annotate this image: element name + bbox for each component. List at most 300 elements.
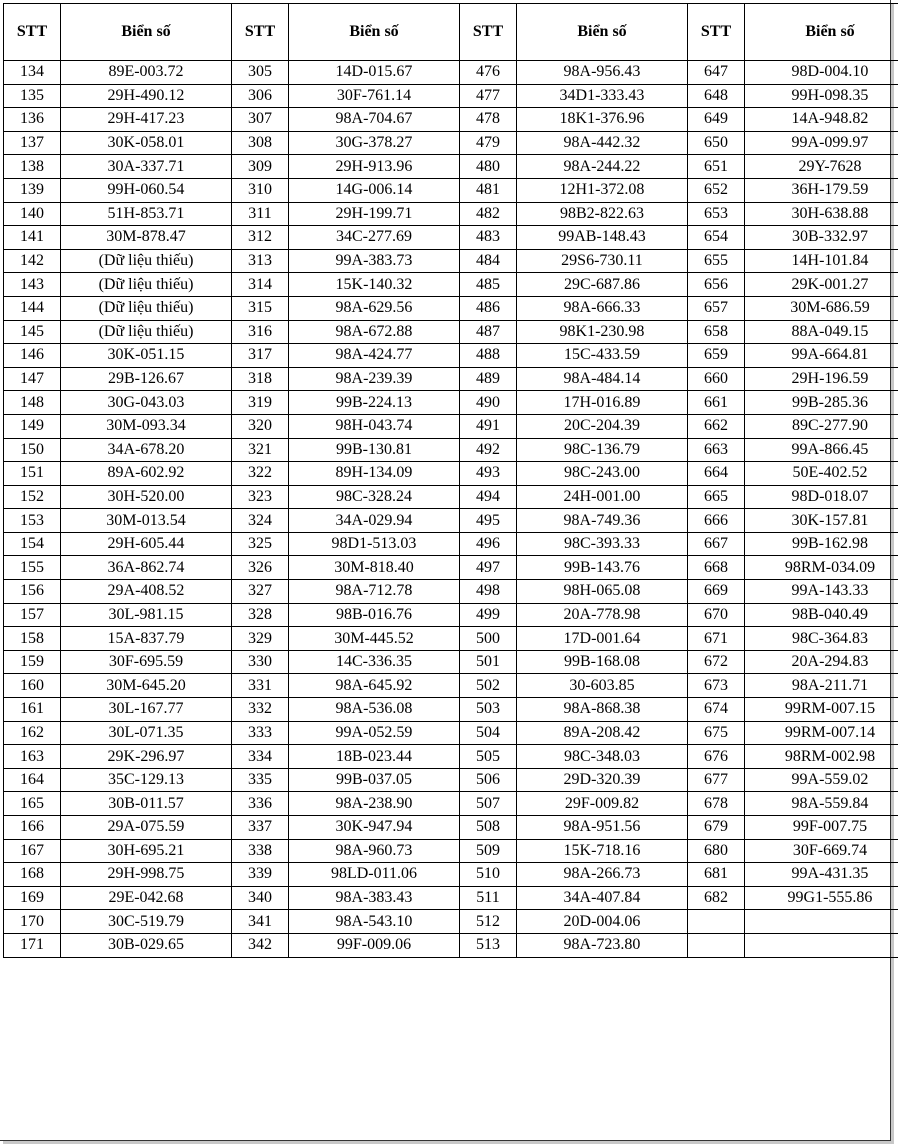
cell-stt: 667 <box>688 532 745 556</box>
cell-bien-so: 14H-101.84 <box>745 249 898 273</box>
table-row <box>4 674 898 698</box>
cell-bien-so: 99A-664.81 <box>745 344 898 368</box>
cell-stt: 662 <box>688 414 745 438</box>
cell-bien-so: 98A-749.36 <box>517 509 688 533</box>
cell-stt: 487 <box>460 320 517 344</box>
cell-bien-so: 36H-179.59 <box>745 178 898 202</box>
cell-bien-so: 20C-204.39 <box>517 414 688 438</box>
cell-bien-so: 99A-052.59 <box>289 721 460 745</box>
cell-bien-so: 20A-294.83 <box>745 650 898 674</box>
cell-stt: 164 <box>4 768 61 792</box>
cell-bien-so: 98D1-513.03 <box>289 532 460 556</box>
cell-stt: 169 <box>4 886 61 910</box>
cell-stt: 142 <box>4 249 61 273</box>
cell-stt: 321 <box>232 438 289 462</box>
header-bien-so: Biển số <box>289 4 460 61</box>
cell-bien-so: 98A-484.14 <box>517 367 688 391</box>
header-stt: STT <box>688 4 745 61</box>
cell-stt: 675 <box>688 721 745 745</box>
cell-stt: 654 <box>688 226 745 250</box>
cell-stt: 327 <box>232 580 289 604</box>
cell-stt: 313 <box>232 249 289 273</box>
cell-stt: 493 <box>460 462 517 486</box>
cell-bien-so: 20D-004.06 <box>517 910 688 934</box>
cell-bien-so: 99F-009.06 <box>289 933 460 957</box>
cell-stt: 168 <box>4 863 61 887</box>
cell-bien-so: 99B-224.13 <box>289 391 460 415</box>
cell-bien-so: 98D-018.07 <box>745 485 898 509</box>
cell-stt: 160 <box>4 674 61 698</box>
cell-bien-so: 99B-143.76 <box>517 556 688 580</box>
cell-bien-so: (Dữ liệu thiếu) <box>61 320 232 344</box>
table-row <box>4 296 898 320</box>
cell-stt: 136 <box>4 108 61 132</box>
cell-bien-so: 34A-678.20 <box>61 438 232 462</box>
cell-bien-so: 89C-277.90 <box>745 414 898 438</box>
cell-stt: 307 <box>232 108 289 132</box>
cell-stt: 138 <box>4 155 61 179</box>
cell-stt: 666 <box>688 509 745 533</box>
cell-bien-so: 98A-536.08 <box>289 698 460 722</box>
cell-bien-so: 98A-704.67 <box>289 108 460 132</box>
cell-bien-so: 98C-136.79 <box>517 438 688 462</box>
cell-stt: 308 <box>232 131 289 155</box>
cell-bien-so: 99F-007.75 <box>745 816 898 840</box>
cell-bien-so: 30L-167.77 <box>61 698 232 722</box>
table-row <box>4 580 898 604</box>
cell-bien-so: 12H1-372.08 <box>517 178 688 202</box>
cell-bien-so: 18B-023.44 <box>289 745 460 769</box>
cell-stt: 320 <box>232 414 289 438</box>
cell-bien-so: 88A-049.15 <box>745 320 898 344</box>
cell-stt: 135 <box>4 84 61 108</box>
table-row <box>4 131 898 155</box>
cell-stt: 486 <box>460 296 517 320</box>
cell-stt: 140 <box>4 202 61 226</box>
cell-bien-so: 30K-058.01 <box>61 131 232 155</box>
cell-stt: 647 <box>688 61 745 85</box>
cell-stt: 664 <box>688 462 745 486</box>
table-row <box>4 84 898 108</box>
cell-bien-so: 98B-040.49 <box>745 603 898 627</box>
cell-bien-so: 98K1-230.98 <box>517 320 688 344</box>
cell-bien-so: 51H-853.71 <box>61 202 232 226</box>
cell-bien-so: 98B-016.76 <box>289 603 460 627</box>
cell-bien-so: 99B-168.08 <box>517 650 688 674</box>
cell-bien-so: 29A-408.52 <box>61 580 232 604</box>
cell-bien-so: 99B-037.05 <box>289 768 460 792</box>
table-row <box>4 839 898 863</box>
cell-bien-so: 30M-013.54 <box>61 509 232 533</box>
cell-stt: 336 <box>232 792 289 816</box>
cell-stt: 508 <box>460 816 517 840</box>
cell-bien-so: 99A-866.45 <box>745 438 898 462</box>
cell-stt: 668 <box>688 556 745 580</box>
cell-bien-so: 30B-011.57 <box>61 792 232 816</box>
cell-bien-so: 15A-837.79 <box>61 627 232 651</box>
cell-bien-so: 29K-001.27 <box>745 273 898 297</box>
cell-stt: 650 <box>688 131 745 155</box>
cell-stt: 512 <box>460 910 517 934</box>
cell-stt: 159 <box>4 650 61 674</box>
cell-stt: 476 <box>460 61 517 85</box>
cell-bien-so: 98A-383.43 <box>289 886 460 910</box>
cell-stt: 315 <box>232 296 289 320</box>
cell-stt: 339 <box>232 863 289 887</box>
cell-bien-so <box>745 933 898 957</box>
cell-bien-so: 30L-981.15 <box>61 603 232 627</box>
cell-stt: 511 <box>460 886 517 910</box>
cell-bien-so: 30L-071.35 <box>61 721 232 745</box>
cell-bien-so: 14A-948.82 <box>745 108 898 132</box>
cell-bien-so: 29H-913.96 <box>289 155 460 179</box>
cell-bien-so: (Dữ liệu thiếu) <box>61 249 232 273</box>
cell-stt: 150 <box>4 438 61 462</box>
table-row <box>4 438 898 462</box>
cell-stt: 335 <box>232 768 289 792</box>
cell-bien-so: 30F-669.74 <box>745 839 898 863</box>
cell-stt: 334 <box>232 745 289 769</box>
cell-bien-so: 98A-629.56 <box>289 296 460 320</box>
cell-stt: 679 <box>688 816 745 840</box>
cell-bien-so: 30M-818.40 <box>289 556 460 580</box>
cell-stt: 494 <box>460 485 517 509</box>
table-row <box>4 863 898 887</box>
cell-stt: 162 <box>4 721 61 745</box>
cell-bien-so: 30H-520.00 <box>61 485 232 509</box>
cell-stt: 329 <box>232 627 289 651</box>
cell-bien-so: 29H-998.75 <box>61 863 232 887</box>
cell-stt: 318 <box>232 367 289 391</box>
cell-stt: 306 <box>232 84 289 108</box>
cell-stt: 496 <box>460 532 517 556</box>
cell-bien-so: 98A-244.22 <box>517 155 688 179</box>
cell-stt: 659 <box>688 344 745 368</box>
cell-bien-so: 99A-559.02 <box>745 768 898 792</box>
table-row <box>4 816 898 840</box>
cell-stt: 506 <box>460 768 517 792</box>
table-row <box>4 627 898 651</box>
table-row <box>4 721 898 745</box>
cell-bien-so: 99B-162.98 <box>745 532 898 556</box>
cell-stt: 325 <box>232 532 289 556</box>
table-row <box>4 886 898 910</box>
cell-stt: 479 <box>460 131 517 155</box>
cell-bien-so: 30K-157.81 <box>745 509 898 533</box>
cell-stt: 305 <box>232 61 289 85</box>
cell-bien-so: 98A-672.88 <box>289 320 460 344</box>
cell-bien-so: 98RM-002.98 <box>745 745 898 769</box>
table-row <box>4 650 898 674</box>
cell-bien-so: 17H-016.89 <box>517 391 688 415</box>
cell-bien-so: 98A-239.39 <box>289 367 460 391</box>
cell-bien-so: 99H-060.54 <box>61 178 232 202</box>
cell-bien-so: 89A-602.92 <box>61 462 232 486</box>
cell-bien-so: 99RM-007.14 <box>745 721 898 745</box>
cell-stt: 682 <box>688 886 745 910</box>
cell-stt: 488 <box>460 344 517 368</box>
cell-bien-so: 29H-605.44 <box>61 532 232 556</box>
cell-stt: 669 <box>688 580 745 604</box>
cell-stt: 483 <box>460 226 517 250</box>
cell-stt: 323 <box>232 485 289 509</box>
cell-bien-so: 30F-695.59 <box>61 650 232 674</box>
cell-stt: 155 <box>4 556 61 580</box>
cell-bien-so: 29Y-7628 <box>745 155 898 179</box>
cell-bien-so: 98C-393.33 <box>517 532 688 556</box>
cell-bien-so: 98A-559.84 <box>745 792 898 816</box>
cell-bien-so <box>745 910 898 934</box>
cell-bien-so: 30H-638.88 <box>745 202 898 226</box>
cell-stt: 498 <box>460 580 517 604</box>
cell-bien-so: 30C-519.79 <box>61 910 232 934</box>
table-row <box>4 320 898 344</box>
table-row <box>4 367 898 391</box>
cell-bien-so: 30M-686.59 <box>745 296 898 320</box>
table-row <box>4 155 898 179</box>
cell-stt: 509 <box>460 839 517 863</box>
table-row <box>4 226 898 250</box>
cell-stt: 163 <box>4 745 61 769</box>
cell-stt: 482 <box>460 202 517 226</box>
cell-stt: 324 <box>232 509 289 533</box>
cell-stt: 145 <box>4 320 61 344</box>
cell-bien-so: 30G-378.27 <box>289 131 460 155</box>
cell-bien-so: 98RM-034.09 <box>745 556 898 580</box>
cell-bien-so: 30M-645.20 <box>61 674 232 698</box>
cell-bien-so: 14D-015.67 <box>289 61 460 85</box>
cell-stt: 671 <box>688 627 745 651</box>
cell-bien-so: 98A-211.71 <box>745 674 898 698</box>
cell-stt: 319 <box>232 391 289 415</box>
cell-stt: 309 <box>232 155 289 179</box>
cell-stt: 143 <box>4 273 61 297</box>
cell-bien-so: 30M-093.34 <box>61 414 232 438</box>
cell-bien-so: (Dữ liệu thiếu) <box>61 296 232 320</box>
cell-bien-so: 98A-960.73 <box>289 839 460 863</box>
cell-stt: 660 <box>688 367 745 391</box>
cell-stt: 670 <box>688 603 745 627</box>
cell-stt: 149 <box>4 414 61 438</box>
cell-stt: 330 <box>232 650 289 674</box>
cell-stt: 333 <box>232 721 289 745</box>
cell-stt: 505 <box>460 745 517 769</box>
table-row <box>4 698 898 722</box>
cell-bien-so: 99A-383.73 <box>289 249 460 273</box>
table-row <box>4 61 898 85</box>
cell-stt: 503 <box>460 698 517 722</box>
cell-bien-so: 29S6-730.11 <box>517 249 688 273</box>
cell-bien-so: 98A-723.80 <box>517 933 688 957</box>
cell-bien-so: 15C-433.59 <box>517 344 688 368</box>
cell-stt: 156 <box>4 580 61 604</box>
cell-stt: 144 <box>4 296 61 320</box>
cell-bien-so: 30-603.85 <box>517 674 688 698</box>
header-row <box>4 4 898 61</box>
cell-bien-so: 99A-431.35 <box>745 863 898 887</box>
header-bien-so: Biển số <box>61 4 232 61</box>
table-row <box>4 391 898 415</box>
cell-bien-so: 30K-051.15 <box>61 344 232 368</box>
cell-bien-so: 30B-332.97 <box>745 226 898 250</box>
cell-bien-so: 34A-407.84 <box>517 886 688 910</box>
cell-stt: 311 <box>232 202 289 226</box>
cell-stt: 500 <box>460 627 517 651</box>
cell-bien-so: 98H-065.08 <box>517 580 688 604</box>
cell-bien-so: 30G-043.03 <box>61 391 232 415</box>
cell-bien-so: 98A-666.33 <box>517 296 688 320</box>
cell-bien-so: 35C-129.13 <box>61 768 232 792</box>
table-row <box>4 344 898 368</box>
cell-stt: 170 <box>4 910 61 934</box>
cell-stt: 477 <box>460 84 517 108</box>
cell-bien-so: 89E-003.72 <box>61 61 232 85</box>
cell-bien-so: 89H-134.09 <box>289 462 460 486</box>
cell-bien-so: 17D-001.64 <box>517 627 688 651</box>
cell-stt: 661 <box>688 391 745 415</box>
cell-stt: 676 <box>688 745 745 769</box>
cell-stt: 481 <box>460 178 517 202</box>
cell-stt: 665 <box>688 485 745 509</box>
table-row <box>4 933 898 957</box>
cell-bien-so: 99B-130.81 <box>289 438 460 462</box>
cell-bien-so: 98C-328.24 <box>289 485 460 509</box>
cell-stt: 161 <box>4 698 61 722</box>
cell-stt: 310 <box>232 178 289 202</box>
table-row <box>4 509 898 533</box>
cell-bien-so: 29K-296.97 <box>61 745 232 769</box>
cell-stt: 510 <box>460 863 517 887</box>
cell-stt: 489 <box>460 367 517 391</box>
cell-stt: 653 <box>688 202 745 226</box>
cell-stt: 677 <box>688 768 745 792</box>
cell-bien-so: 99H-098.35 <box>745 84 898 108</box>
cell-bien-so: 99A-099.97 <box>745 131 898 155</box>
cell-bien-so: 99AB-148.43 <box>517 226 688 250</box>
cell-bien-so: (Dữ liệu thiếu) <box>61 273 232 297</box>
cell-stt: 502 <box>460 674 517 698</box>
cell-bien-so: 15K-140.32 <box>289 273 460 297</box>
cell-stt: 657 <box>688 296 745 320</box>
cell-bien-so: 98A-238.90 <box>289 792 460 816</box>
cell-bien-so: 98A-543.10 <box>289 910 460 934</box>
cell-stt: 681 <box>688 863 745 887</box>
cell-stt: 167 <box>4 839 61 863</box>
cell-bien-so: 98A-645.92 <box>289 674 460 698</box>
cell-bien-so: 98B2-822.63 <box>517 202 688 226</box>
cell-stt: 137 <box>4 131 61 155</box>
table-row <box>4 462 898 486</box>
cell-stt: 158 <box>4 627 61 651</box>
cell-stt: 139 <box>4 178 61 202</box>
cell-stt: 680 <box>688 839 745 863</box>
cell-bien-so: 30A-337.71 <box>61 155 232 179</box>
cell-stt: 652 <box>688 178 745 202</box>
header-stt: STT <box>232 4 289 61</box>
cell-bien-so: 98D-004.10 <box>745 61 898 85</box>
cell-bien-so: 98C-364.83 <box>745 627 898 651</box>
cell-stt: 317 <box>232 344 289 368</box>
cell-stt: 134 <box>4 61 61 85</box>
cell-bien-so: 29D-320.39 <box>517 768 688 792</box>
cell-stt: 148 <box>4 391 61 415</box>
cell-stt: 337 <box>232 816 289 840</box>
cell-bien-so: 98A-266.73 <box>517 863 688 887</box>
cell-stt: 152 <box>4 485 61 509</box>
cell-stt: 154 <box>4 532 61 556</box>
cell-stt: 331 <box>232 674 289 698</box>
cell-bien-so: 14G-006.14 <box>289 178 460 202</box>
cell-bien-so: 98A-868.38 <box>517 698 688 722</box>
table-row <box>4 768 898 792</box>
cell-stt: 651 <box>688 155 745 179</box>
cell-bien-so: 30M-445.52 <box>289 627 460 651</box>
cell-bien-so: 30M-878.47 <box>61 226 232 250</box>
cell-stt: 478 <box>460 108 517 132</box>
cell-bien-so: 29H-490.12 <box>61 84 232 108</box>
cell-stt: 153 <box>4 509 61 533</box>
cell-bien-so: 98A-424.77 <box>289 344 460 368</box>
cell-bien-so: 29A-075.59 <box>61 816 232 840</box>
cell-bien-so: 98LD-011.06 <box>289 863 460 887</box>
cell-stt <box>688 910 745 934</box>
cell-stt: 672 <box>688 650 745 674</box>
cell-bien-so: 98H-043.74 <box>289 414 460 438</box>
cell-bien-so: 29C-687.86 <box>517 273 688 297</box>
cell-bien-so: 99A-143.33 <box>745 580 898 604</box>
cell-stt: 649 <box>688 108 745 132</box>
cell-stt: 673 <box>688 674 745 698</box>
cell-stt: 480 <box>460 155 517 179</box>
table-row <box>4 745 898 769</box>
cell-stt: 678 <box>688 792 745 816</box>
cell-stt: 328 <box>232 603 289 627</box>
cell-stt: 492 <box>460 438 517 462</box>
table-body <box>4 61 898 958</box>
cell-bien-so: 36A-862.74 <box>61 556 232 580</box>
cell-stt: 648 <box>688 84 745 108</box>
cell-stt: 340 <box>232 886 289 910</box>
cell-stt: 674 <box>688 698 745 722</box>
table-row <box>4 108 898 132</box>
cell-bien-so: 30F-761.14 <box>289 84 460 108</box>
cell-stt: 165 <box>4 792 61 816</box>
cell-stt: 485 <box>460 273 517 297</box>
cell-bien-so: 18K1-376.96 <box>517 108 688 132</box>
cell-bien-so: 15K-718.16 <box>517 839 688 863</box>
table-row <box>4 792 898 816</box>
cell-bien-so: 29H-417.23 <box>61 108 232 132</box>
header-bien-so: Biển số <box>517 4 688 61</box>
cell-stt: 151 <box>4 462 61 486</box>
cell-bien-so: 50E-402.52 <box>745 462 898 486</box>
cell-stt: 501 <box>460 650 517 674</box>
table-row <box>4 603 898 627</box>
cell-bien-so: 99RM-007.15 <box>745 698 898 722</box>
cell-bien-so: 98C-348.03 <box>517 745 688 769</box>
license-plate-table <box>3 3 898 958</box>
cell-stt: 342 <box>232 933 289 957</box>
cell-stt: 658 <box>688 320 745 344</box>
header-bien-so: Biển số <box>745 4 898 61</box>
cell-bien-so: 20A-778.98 <box>517 603 688 627</box>
cell-bien-so: 34A-029.94 <box>289 509 460 533</box>
cell-bien-so: 29H-199.71 <box>289 202 460 226</box>
cell-stt: 314 <box>232 273 289 297</box>
cell-bien-so: 99B-285.36 <box>745 391 898 415</box>
cell-stt: 171 <box>4 933 61 957</box>
table-row <box>4 178 898 202</box>
